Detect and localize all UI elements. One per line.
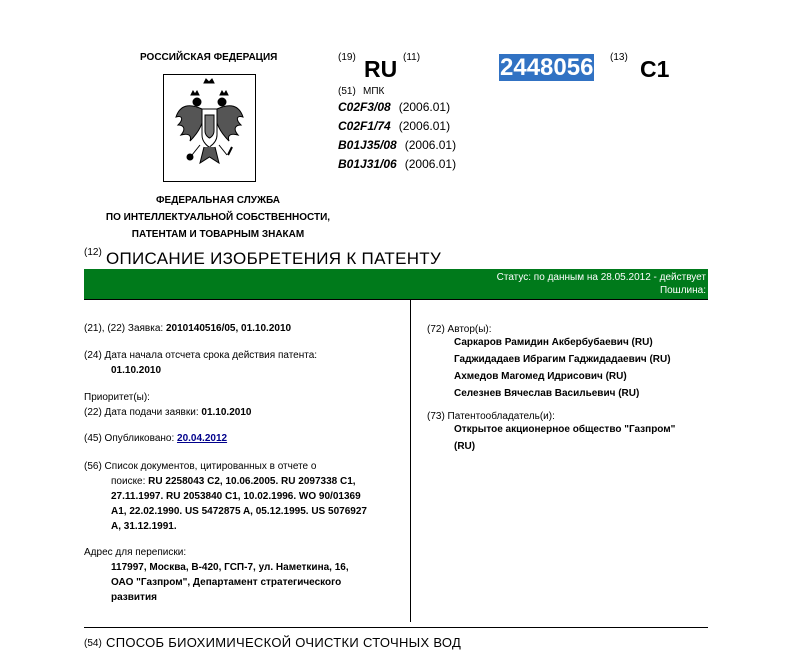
- country-name: РОССИЙСКАЯ ФЕДЕРАЦИЯ: [140, 52, 278, 63]
- address-field: [84, 545, 349, 605]
- term-label: (24) Дата начала отсчета срока действия патента:: [84, 350, 318, 361]
- agency-line: ФЕДЕРАЛЬНАЯ СЛУЖБА: [155, 195, 281, 206]
- application-field: [84, 321, 291, 336]
- cited-docs-line: 27.11.1997. RU 2053840 C1, 10.02.1996. WO 90/01369: [111, 491, 361, 502]
- owner: [454, 421, 675, 455]
- ipc-code: B01J35/08: [338, 138, 397, 152]
- author-item: Гаджидадаев Ибрагим Гаджидадаевич (RU): [454, 354, 671, 365]
- agency-line: ПО ИНТЕЛЛЕКТУАЛЬНОЙ СОБСТВЕННОСТИ,: [105, 212, 331, 223]
- inid-code-19: (19): [338, 52, 356, 63]
- priority-label: Приоритет(ы):: [84, 392, 150, 403]
- author-item: Саркаров Рамидин Акбербубаевич (RU): [454, 337, 653, 348]
- kind-code: C1: [640, 56, 670, 82]
- term-field: [84, 348, 317, 378]
- inid-code-51: (51): [338, 86, 356, 97]
- published-field: [84, 431, 227, 446]
- status-text: Статус: по данным на 28.05.2012 - действует: [496, 272, 706, 283]
- mpk-label: МПК: [363, 86, 385, 97]
- filing-label: (22) Дата подачи заявки:: [84, 407, 199, 418]
- owner-line: (RU): [454, 441, 476, 452]
- published-date-link[interactable]: 20.04.2012: [177, 433, 228, 444]
- ipc-code: C02F3/08: [338, 100, 391, 114]
- ipc-version: (2006.01): [404, 157, 457, 171]
- invention-title: СПОСОБ БИОХИМИЧЕСКОЙ ОЧИСТКИ СТОЧНЫХ ВОД: [106, 635, 462, 650]
- cited-docs-prefix: поиске:: [111, 476, 146, 487]
- owner-label: (73) Патентообладатель(и):: [427, 411, 555, 422]
- ipc-version: (2006.01): [404, 138, 457, 152]
- application-value: 2010140516/05, 01.10.2010: [165, 323, 292, 334]
- author-item: Селезнев Вячеслав Васильевич (RU): [454, 388, 640, 399]
- cited-docs-label: (56) Список документов, цитированных в отчете о: [84, 461, 317, 472]
- inid-code-13: (13): [610, 52, 628, 63]
- double-headed-eagle-icon: [164, 75, 255, 181]
- agency-line: ПАТЕНТАМ И ТОВАРНЫМ ЗНАКАМ: [131, 229, 305, 240]
- country-code: RU: [364, 56, 398, 82]
- inid-code-12: (12): [84, 247, 102, 258]
- state-emblem: [163, 74, 256, 182]
- address-label: Адрес для переписки:: [84, 547, 187, 558]
- published-label: (45) Опубликовано:: [84, 433, 175, 444]
- divider: [84, 299, 708, 300]
- cited-docs-line: A, 31.12.1991.: [111, 521, 177, 532]
- divider: [84, 627, 708, 628]
- inid-code-11: (11): [403, 52, 421, 63]
- patent-number[interactable]: 2448056: [500, 54, 594, 81]
- ipc-code: B01J31/06: [338, 157, 397, 171]
- address-line: 117997, Москва, В-420, ГСП-7, ул. Наметкина, 16,: [111, 562, 349, 573]
- column-divider: [410, 300, 411, 622]
- status-bar: [84, 269, 708, 299]
- authors-label: (72) Автор(ы):: [427, 324, 492, 335]
- application-label: (21), (22) Заявка:: [84, 323, 164, 334]
- filing-value: 01.10.2010: [201, 407, 252, 418]
- agency-name: [84, 192, 352, 243]
- priority-field: [84, 390, 251, 420]
- term-value: 01.10.2010: [111, 365, 162, 376]
- ipc-entry: [338, 119, 450, 133]
- fee-text: Пошлина:: [659, 285, 706, 296]
- ipc-code: C02F1/74: [338, 119, 391, 133]
- cited-docs-line: RU 2258043 C2, 10.06.2005. RU 2097338 C1,: [148, 476, 356, 487]
- ipc-entry: [338, 138, 456, 152]
- address-line: ОАО "Газпром", Департамент стратегического: [111, 577, 342, 588]
- cited-docs-line: A1, 22.02.1990. US 5472875 A, 05.12.1995. US 5076927: [111, 506, 367, 517]
- ipc-version: (2006.01): [398, 119, 451, 133]
- author-item: Ахмедов Магомед Идрисович (RU): [454, 371, 627, 382]
- ipc-entry: [338, 100, 450, 114]
- authors-list: [454, 334, 671, 402]
- owner-line: Открытое акционерное общество "Газпром": [454, 424, 676, 435]
- cited-documents-field: [84, 459, 394, 534]
- inid-code-54: (54): [84, 638, 102, 649]
- document-title: ОПИСАНИЕ ИЗОБРЕТЕНИЯ К ПАТЕНТУ: [106, 249, 442, 268]
- ipc-entry: [338, 157, 456, 171]
- ipc-version: (2006.01): [398, 100, 451, 114]
- address-line: развития: [111, 592, 157, 603]
